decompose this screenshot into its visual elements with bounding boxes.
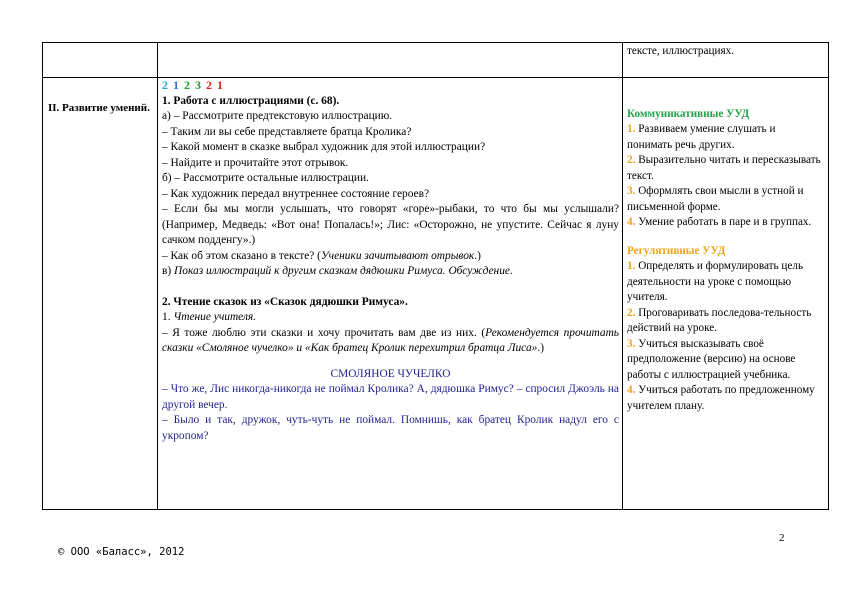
item-number: 3. — [627, 185, 636, 197]
italic-run: Показ иллюстраций к другим сказкам дядюшки Римуса. Обсуждение. — [174, 265, 513, 277]
question-line: – Найдите и прочитайте этот отрывок. — [162, 156, 349, 169]
task-heading-1: 1. Работа с иллюстрациями (с. 68). — [162, 94, 340, 107]
item-text: Выразительно читать и пересказывать текст. — [627, 154, 821, 182]
question-line — [162, 264, 619, 280]
story-title: СМОЛЯНОЕ ЧУЧЕЛКО — [330, 367, 451, 380]
text-run: – Как об этом сказано в тексте? ( — [162, 249, 321, 262]
question-line — [162, 249, 619, 265]
comm-uud-heading: Коммуникативные УУД — [627, 107, 750, 120]
italic-run: Ученики зачитывают отрывок — [320, 249, 475, 262]
table-border-right — [828, 42, 829, 510]
copyright-footer: © ООО «Баласс», 2012 — [58, 546, 185, 558]
stage-name: II. Развитие умений. — [48, 102, 150, 114]
score-number: 3 — [195, 78, 202, 92]
item-number: 4. — [627, 216, 636, 228]
question-line: – Какой момент в сказке выбрал художник для этой иллюстрации? — [162, 141, 486, 153]
row0-text: тексте, иллюстрациях. — [627, 45, 734, 57]
item-text: Определять и формулировать цель деятельности на уроке с помощью учителя. — [627, 260, 804, 303]
score-number: 2 — [206, 78, 213, 92]
task-heading-2: 2. Чтение сказок из «Сказок дядюшки Римуса». — [162, 295, 408, 308]
item-number: 4. — [627, 384, 636, 396]
lesson-content — [162, 78, 619, 444]
question-line: а) – Рассмотрите предтекстовую иллюстрацию. — [162, 110, 393, 122]
item-text: Учиться работать по предложенному учителем плану. — [627, 384, 815, 412]
column-divider-1 — [157, 42, 158, 510]
item-number: 3. — [627, 337, 636, 350]
item-text: Оформлять свои мысли в устной и письменной форме. — [627, 185, 804, 213]
story-paragraph: – Что же, Лис никогда-никогда не поймал Кролика? А, дядюшка Римус? – спросил Джоэль на другой вечер. — [162, 383, 619, 411]
page-number: 2 — [779, 532, 785, 544]
uud-item — [627, 215, 823, 231]
text-run: – Я тоже люблю эти сказки и хочу прочитать вам две из них. ( — [162, 326, 486, 339]
item-number: 2. — [627, 306, 636, 319]
story-paragraph: – Было и так, дружок, чуть-чуть не поймал. Помнишь, как братец Кролик надул его с укропом? — [162, 414, 619, 442]
score-number: 1 — [173, 78, 180, 92]
lesson-table — [42, 42, 829, 510]
uud-item — [627, 184, 823, 215]
question-line: – Таким ли вы себе представляете братца Кролика? — [162, 125, 412, 138]
text-run: .) — [537, 342, 544, 354]
question-paragraph: – Если бы мы могли услышать, что говорят «горе»-рыбаки, то что бы мы услышали? (Например, Медведь: «Вот она! Попалась!»; Лис: «Осторожно, не упустите. Сейчас я луну сачком подденгу».) — [162, 203, 619, 246]
column-divider-2 — [622, 42, 623, 510]
uud-item — [627, 122, 823, 153]
text-run: .) — [474, 249, 481, 262]
question-line: б) – Рассмотрите остальные иллюстрации. — [162, 172, 369, 184]
uud-column — [627, 42, 823, 414]
item-number: 1. — [627, 260, 636, 272]
score-number: 1 — [217, 78, 224, 92]
uud-item — [627, 337, 823, 384]
table-border-left — [42, 42, 43, 510]
item-number: 2. — [627, 154, 636, 166]
item-text: Проговаривать последова-тельность действий на уроке. — [627, 306, 812, 334]
table-border-bottom — [42, 509, 829, 510]
text-run: в) — [162, 265, 175, 277]
text-run: 1. — [162, 311, 174, 323]
item-text: Умение работать в паре и в группах. — [638, 216, 812, 228]
uud-item — [627, 259, 823, 306]
question-line: – Как художник передал внутреннее состояние героев? — [162, 187, 430, 200]
item-number: 1. — [627, 123, 636, 135]
uud-item — [627, 306, 823, 337]
score-number: 2 — [184, 78, 191, 92]
item-text: Учиться высказывать своё предположение (версию) на основе работы с иллюстрацией учебника. — [627, 337, 796, 381]
reg-uud-heading: Регулятивные УУД — [627, 244, 726, 257]
score-number: 2 — [162, 78, 169, 92]
uud-item — [627, 153, 823, 184]
question-line — [162, 310, 619, 326]
question-paragraph — [162, 326, 619, 357]
score-numbers — [162, 78, 619, 94]
item-text: Развиваем умение слушать и понимать речь других. — [627, 123, 776, 151]
italic-run: Рекомендуется прочитать сказки «Смоляное чучелко» и «Как братец Кролик перехитрил братца Лиса» — [162, 326, 619, 354]
italic-run: Чтение учителя. — [173, 311, 257, 323]
uud-item — [627, 383, 823, 414]
